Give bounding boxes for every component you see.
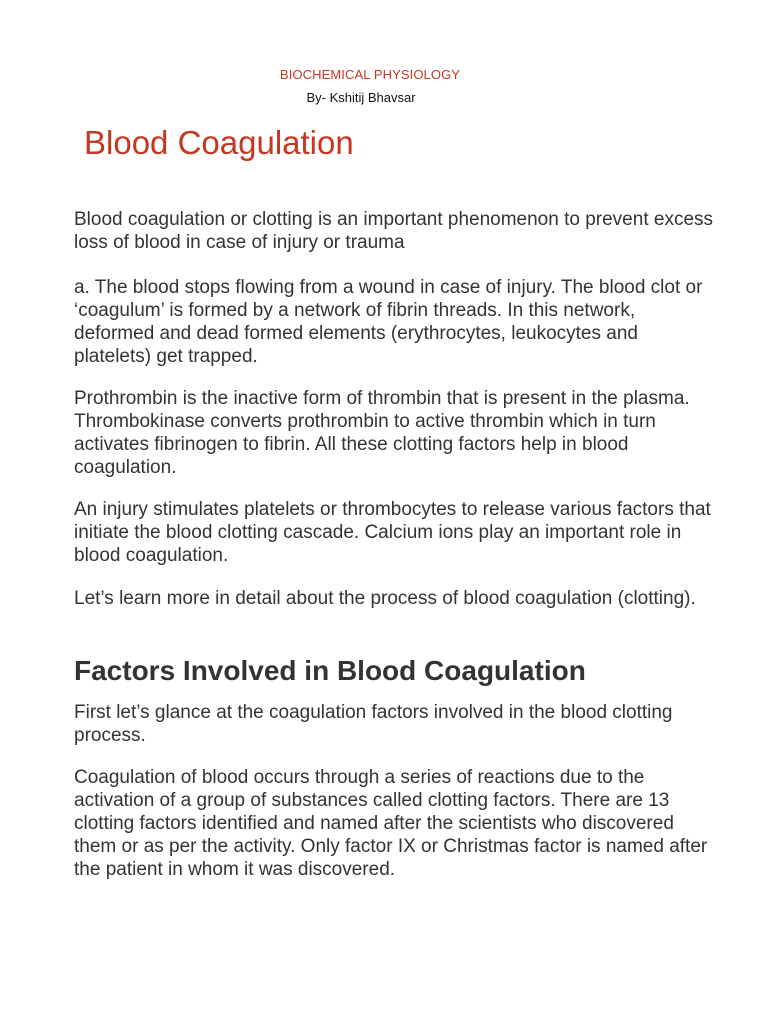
paragraph: First let’s glance at the coagulation factors involved in the blood clotting process. [74, 702, 673, 746]
paragraph: Prothrombin is the inactive form of thrombin that is present in the plasma. Thrombokinase converts prothrombin to active thrombin which in turn activates fibrinogen to fibrin. All these clotting factors help in blood coagulation. [74, 388, 690, 478]
paragraph: Let’s learn more in detail about the process of blood coagulation (clotting). [74, 588, 696, 609]
paragraph: Blood coagulation or clotting is an important phenomenon to prevent excess loss of blood in case of injury or trauma [74, 209, 714, 253]
subject-label: BIOCHEMICAL PHYSIOLOGY [279, 67, 461, 82]
section-heading: Factors Involved in Blood Coagulation [74, 655, 586, 686]
author-label: By- Kshitij Bhavsar [306, 90, 416, 105]
paragraph: a. The blood stops flowing from a wound in case of injury. The blood clot or ‘coagulum’ is formed by a network of fibrin threads. In this network, deformed and dead formed elements (erythrocytes, leukocytes and platelets) get trapped. [74, 277, 703, 367]
paragraph: An injury stimulates platelets or thrombocytes to release various factors that initiate the blood clotting cascade. Calcium ions play an important role in blood coagulation. [74, 499, 711, 566]
paragraph: Coagulation of blood occurs through a series of reactions due to the activation of a group of substances called clotting factors. There are 13 clotting factors identified and named after the scientists who discovered them or as per the activity. Only factor IX or Christmas factor is named after the patient in whom it was discovered. [74, 767, 708, 880]
page-title: Blood Coagulation [84, 124, 354, 161]
